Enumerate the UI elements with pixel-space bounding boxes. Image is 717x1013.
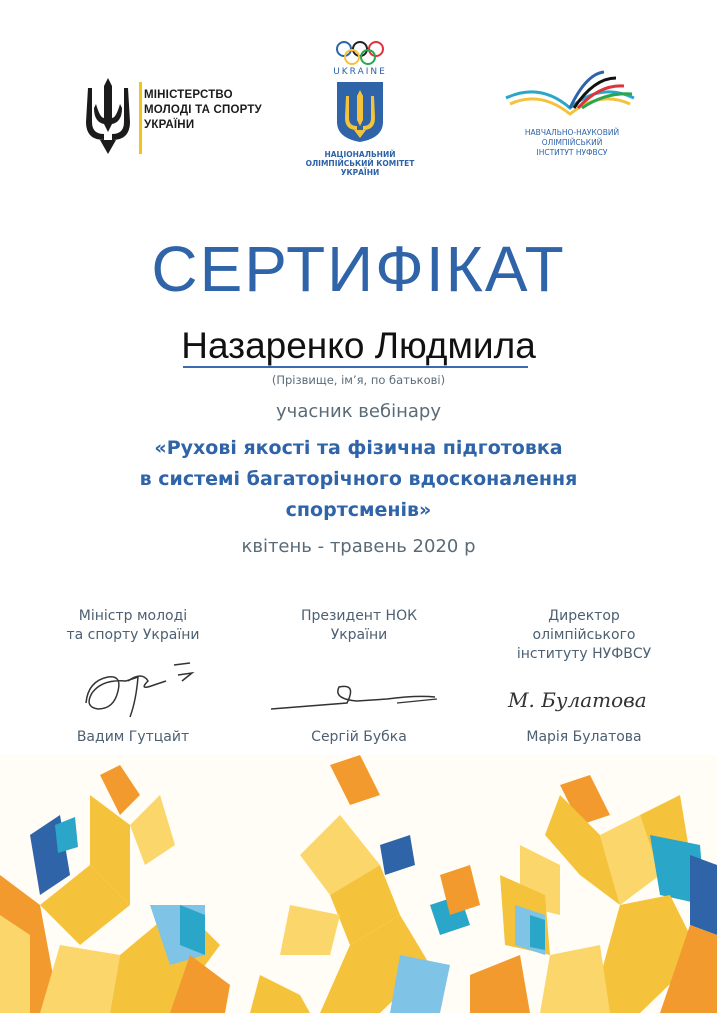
institute-name: НАВЧАЛЬНО-НАУКОВИЙ ОЛІМПІЙСЬКИЙ ІНСТИТУТ НУФВСУ xyxy=(524,128,620,157)
decorative-geometric-border xyxy=(0,755,717,1013)
olympic-rings-icon xyxy=(334,40,386,66)
president-signature xyxy=(267,677,447,717)
noc-name: НАЦІОНАЛЬНИЙ ОЛІМПІЙСЬКИЙ КОМІТЕТ УКРАЇНИ xyxy=(305,150,415,177)
director-signature xyxy=(504,679,664,719)
noc-ukraine-label: UKRAINE xyxy=(333,67,387,77)
ministry-divider xyxy=(139,82,142,154)
recipient-underline xyxy=(183,366,528,368)
recipient-caption: (Прізвище, ім’я, по батькові) xyxy=(271,373,446,387)
certificate-title: СЕРТИФІКАТ xyxy=(151,233,566,305)
noc-shield-icon xyxy=(335,80,385,144)
minister-signature xyxy=(78,651,198,725)
webinar-period: квітень - травень 2020 р xyxy=(241,536,476,557)
webinar-topic: «Рухові якості та фізична підготовка в системі багаторічного вдосконалення спортсменів» xyxy=(139,437,578,521)
institute-book-icon xyxy=(500,68,640,126)
participant-label: учасник вебінару xyxy=(276,401,441,422)
recipient-name: Назаренко Людмила xyxy=(181,325,536,366)
ministry-name: МІНІСТЕРСТВО МОЛОДІ ТА СПОРТУ УКРАЇНИ xyxy=(144,89,262,131)
svg-text:М. Булатова: М. Булатова xyxy=(508,688,647,712)
trident-icon xyxy=(82,74,134,156)
